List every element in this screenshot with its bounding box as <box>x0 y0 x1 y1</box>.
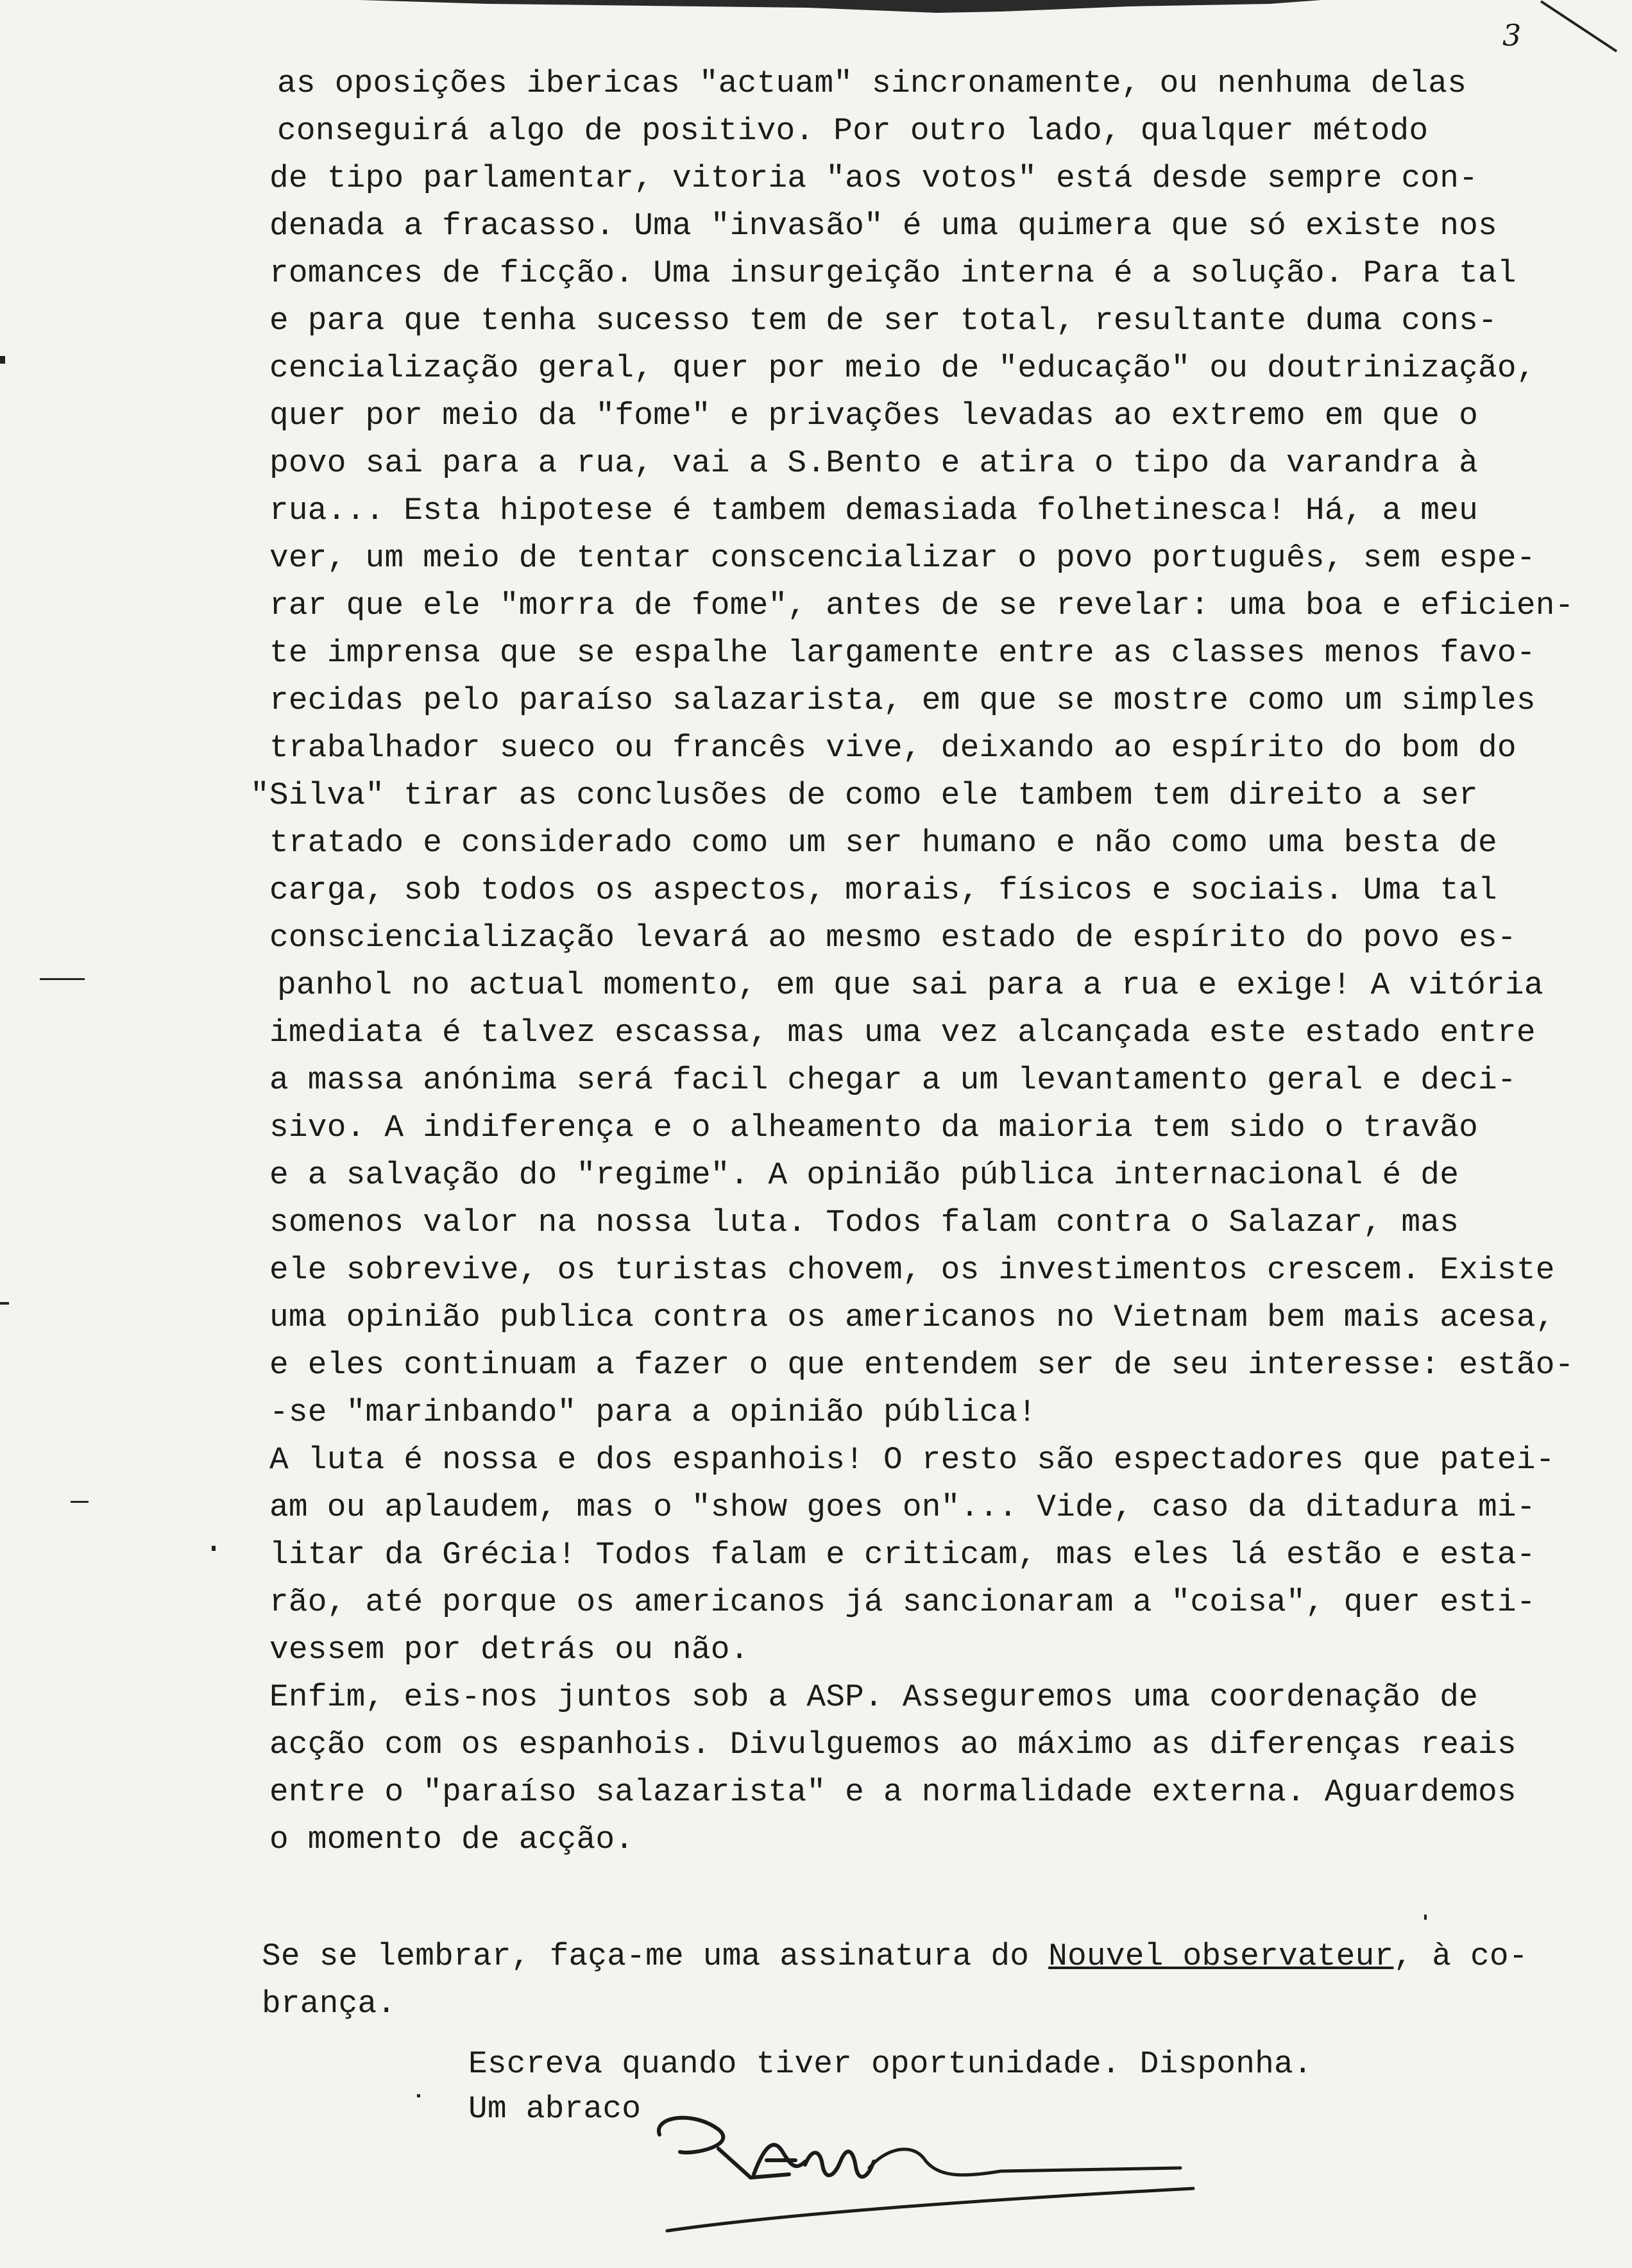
body-line: trabalhador sueco ou francês vive, deixando ao espírito do bom do <box>269 730 1517 766</box>
body-line: romances de ficção. Uma insurgeição interna é a solução. Para tal <box>269 255 1517 291</box>
body-line: A luta é nossa e dos espanhois! O resto são espectadores que patei- <box>269 1442 1555 1478</box>
corner-fold-mark <box>1540 0 1632 58</box>
body-line: denada a fracasso. Uma "invasão" é uma quimera que só existe nos <box>269 208 1497 244</box>
postscript-line: Se se lembrar, faça-me uma assinatura do Nouvel observateur, à co- <box>262 1938 1528 1974</box>
closing-line-2: Um abraco <box>468 2091 642 2127</box>
body-line: -se "marinbando" para a opinião pública! <box>269 1394 1037 1430</box>
body-line: rão, até porque os americanos já sancionaram a "coisa", quer esti- <box>269 1584 1536 1620</box>
scan-speck <box>1424 1915 1427 1920</box>
body-line: de tipo parlamentar, vitoria "aos votos" está desde sempre con- <box>269 160 1479 196</box>
body-line: "Silva" tirar as conclusões de como ele tambem tem direito a ser <box>250 777 1478 813</box>
scan-speck <box>212 1546 216 1551</box>
closing-line-1: Escreva quando tiver oportunidade. Disponha. <box>468 2046 1313 2082</box>
handwritten-signature <box>642 2040 1219 2245</box>
page-number: 3 <box>1502 18 1522 53</box>
scan-speck <box>0 356 5 364</box>
body-line: e para que tenha sucesso tem de ser total, resultante duma cons- <box>269 303 1497 339</box>
body-line: litar da Grécia! Todos falam e criticam, mas eles lá estão e esta- <box>269 1537 1536 1573</box>
body-line: entre o "paraíso salazarista" e a normalidade externa. Aguardemos <box>269 1774 1517 1810</box>
body-line: povo sai para a rua, vai a S.Bento e atira o tipo da varandra à <box>269 445 1479 481</box>
body-line: rar que ele "morra de fome", antes de se revelar: uma boa e eficien- <box>269 588 1574 623</box>
magazine-title: Nouvel observateur <box>1048 1938 1394 1974</box>
scan-speck <box>40 978 85 980</box>
body-line: Enfim, eis-nos juntos sob a ASP. Asseguremos uma coordenação de <box>269 1679 1479 1715</box>
body-line: e a salvação do "regime". A opinião pública internacional é de <box>269 1157 1459 1193</box>
body-line: acção com os espanhois. Divulguemos ao máximo as diferenças reais <box>269 1727 1517 1763</box>
body-line: conseguirá algo de positivo. Por outro lado, qualquer método <box>277 113 1429 149</box>
body-line: somenos valor na nossa luta. Todos falam contra o Salazar, mas <box>269 1205 1459 1240</box>
body-line: recidas pelo paraíso salazarista, em que se mostre como um simples <box>269 682 1536 718</box>
body-line: cencialização geral, quer por meio de "educação" ou doutrinização, <box>269 350 1536 386</box>
scan-speck <box>71 1501 89 1503</box>
body-line: sivo. A indiferença e o alheamento da maioria tem sido o travão <box>269 1110 1479 1146</box>
body-line: quer por meio da "fome" e privações levadas ao extremo em que o <box>269 398 1479 434</box>
body-line: rua... Esta hipotese é tambem demasiada folhetinesca! Há, a meu <box>269 493 1479 529</box>
body-line: panhol no actual momento, em que sai para a rua e exige! A vitória <box>277 967 1543 1003</box>
postscript-line: brança. <box>262 1986 396 2022</box>
scan-speck <box>417 2094 420 2097</box>
body-line: te imprensa que se espalhe largamente entre as classes menos favo- <box>269 635 1536 671</box>
body-line: uma opinião publica contra os americanos no Vietnam bem mais acesa, <box>269 1299 1555 1335</box>
body-line: ver, um meio de tentar conscencializar o povo português, sem espe- <box>269 540 1536 576</box>
body-line: ele sobrevive, os turistas chovem, os investimentos crescem. Existe <box>269 1252 1555 1288</box>
body-line: carga, sob todos os aspectos, morais, físicos e sociais. Uma tal <box>269 872 1497 908</box>
body-line: imediata é talvez escassa, mas uma vez alcançada este estado entre <box>269 1015 1536 1051</box>
body-line: vessem por detrás ou não. <box>269 1632 749 1668</box>
body-line: e eles continuam a fazer o que entendem ser de seu interesse: estão- <box>269 1347 1574 1383</box>
body-line: consciencialização levará ao mesmo estado de espírito do povo es- <box>269 920 1517 956</box>
scan-speck <box>0 1302 9 1305</box>
body-line: o momento de acção. <box>269 1822 634 1858</box>
body-line: tratado e considerado como um ser humano e não como uma besta de <box>269 825 1497 861</box>
body-line: am ou aplaudem, mas o "show goes on"... Vide, caso da ditadura mi- <box>269 1489 1536 1525</box>
body-line: as oposições ibericas "actuam" sincronamente, ou nenhuma delas <box>277 65 1467 101</box>
scan-edge-artifact <box>359 0 1322 14</box>
body-line: a massa anónima será facil chegar a um levantamento geral e deci- <box>269 1062 1517 1098</box>
